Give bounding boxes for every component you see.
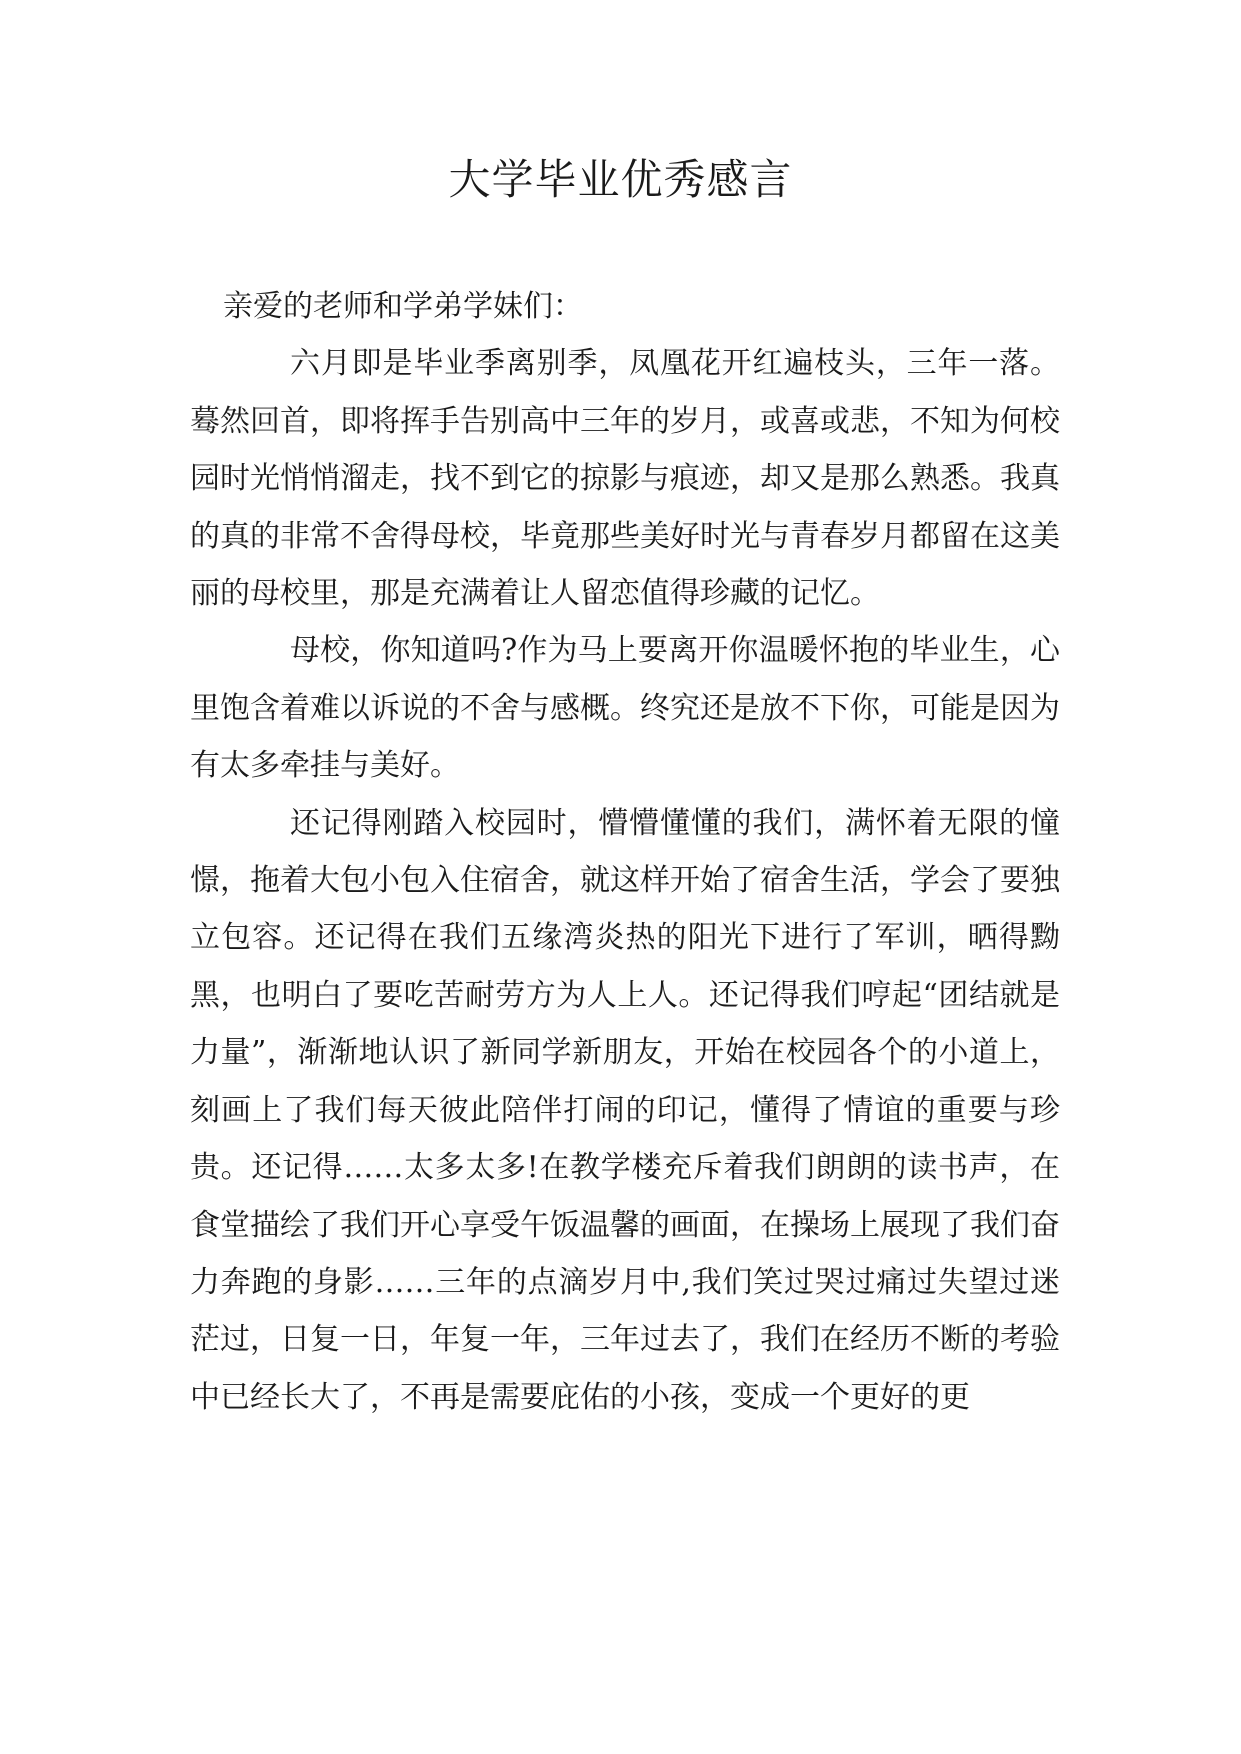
- paragraph-3: 还记得刚踏入校园时，懵懵懂懂的我们，满怀着无限的憧憬，拖着大包小包入住宿舍，就这样开始了宿舍生活，学会了要独立包容。还记得在我们五缘湾炎热的阳光下进行了军训，晒得黝黑，也明白了要吃苦耐劳方为人上人。还记得我们哼起“团结就是力量”，渐渐地认识了新同学新朋友，开始在校园各个的小道上，刻画上了我们每天彼此陪伴打闹的印记，懂得了情谊的重要与珍贵。还记得……太多太多!在教学楼充斥着我们朗朗的读书声，在食堂描绘了我们开心享受午饭温馨的画面，在操场上展现了我们奋力奔跑的身影……三年的点滴岁月中,我们笑过哭过痛过失望过迷茫过，日复一日，年复一年，三年过去了，我们在经历不断的考验中已经长大了，不再是需要庇佑的小孩，变成一个更好的更: [190, 805, 1060, 1415]
- document-body: [190, 278, 1060, 1426]
- document-title: 大学毕业优秀感言: [448, 155, 793, 204]
- paragraph-2: 母校，你知道吗?作为马上要离开你温暖怀抱的毕业生，心里饱含着难以诉说的不舍与感概。终究还是放不下你，可能是因为有太多牵挂与美好。: [190, 633, 1060, 784]
- salutation: 亲爱的老师和学弟学妹们：: [223, 289, 583, 324]
- paragraph-1: 六月即是毕业季离别季，凤凰花开红遍枝头，三年一落。蓦然回首，即将挥手告别高中三年的岁月，或喜或悲，不知为何校园时光悄悄溜走，找不到它的掠影与痕迹，却又是那么熟悉。我真的真的非常不舍得母校，毕竟那些美好时光与青春岁月都留在这美丽的母校里，那是充满着让人留恋值得珍藏的记忆。: [190, 346, 1060, 612]
